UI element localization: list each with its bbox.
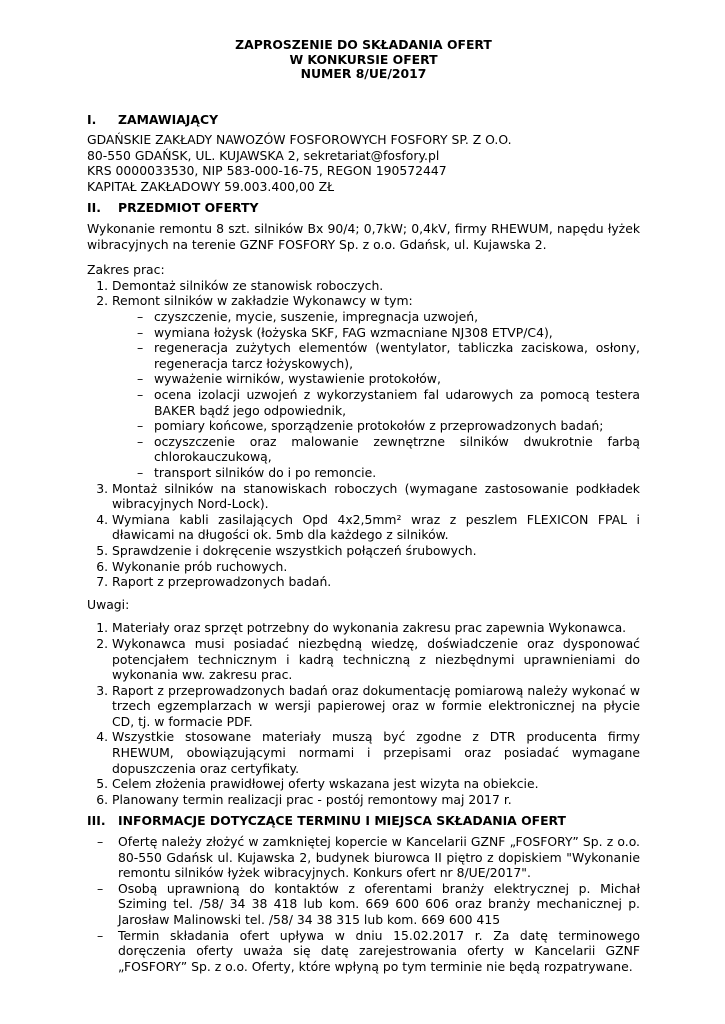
submission-info-list: [87, 834, 640, 974]
submission-info-item: – Ofertę należy złożyć w zamkniętej kopercie w Kancelarii GZNF „FOSFORY” Sp. z o.o. 80-550 Gdańsk ul. Kujawska 2, budynek biurowca II piętro z dopiskiem "Wykonanie remontu silników łyżek wibracyjnych. Konkurs ofert nr 8/UE/2017".: [87, 834, 640, 881]
repair-subitem: – regeneracja zużytych elementów (wentylator, tabliczka zaciskowa, osłony, regeneracja tarcz łożyskowych),: [137, 340, 640, 371]
repair-subitem: – wymiana łożysk (łożyska SKF, FAG wzmacniane NJ308 ETVP/C4),: [137, 325, 640, 341]
section-3-number: III.: [87, 813, 106, 829]
offer-intro: Wykonanie remontu 8 szt. silników Bx 90/4; 0,7kW; 0,4kV, firmy RHEWUM, napędu łyżek wibracyjnych na terenie GZNF FOSFORY Sp. z o.o. Gdańsk, ul. Kujawska 2.: [87, 221, 640, 252]
section-2-number: II.: [87, 200, 101, 216]
section-3-heading: [87, 813, 640, 829]
repair-subitem: – pomiary końcowe, sporządzenie protokołów z przeprowadzonych badań;: [137, 418, 640, 434]
repair-subitem: – ocena izolacji uzwojeń z wykorzystaniem fal udarowych za pomocą testera BAKER bądź jego odpowiednik,: [137, 387, 640, 418]
submission-info-item: – Osobą uprawnioną do kontaktów z oferentami branży elektrycznej p. Michał Sziming tel. /58/ 34 38 418 lub kom. 669 600 606 oraz branży mechanicznej p. Jarosław Malinowski tel. /58/ 34 38 315 lub kom. 669 600 415: [87, 881, 640, 928]
repair-subitem: – transport silników do i po remoncie.: [137, 465, 640, 481]
scope-item: 2. Remont silników w zakładzie Wykonawcy w tym: – czyszczenie, mycie, suszenie, impregnacja uzwojeń, – wymiana łożysk (łożyska SKF, FAG wzmacniane NJ308 ETVP/C4), – regeneracja zużytych elementów (wentylator, tabliczka zaciskowa, osłony, regeneracja tarcz łożyskowych), – wyważenie wirników, wystawienie protokołów, – ocena izolacji uzwojeń z wykorzystaniem fal udarowych za pomocą testera BAKER bądź jego odpowiednik, – pomiary końcowe, sporządzenie protokołów z przeprowadzonych badań; – oczyszczenie oraz malowanie zewnętrzne silników dwukrotnie farbą chlorokauczukową, – transport silników do i po remoncie.: [112, 293, 640, 480]
repair-sublist: [112, 309, 640, 481]
section-2-title: PRZEDMIOT OFERTY: [118, 200, 259, 216]
repair-subitem: – oczyszczenie oraz malowanie zewnętrzne silników dwukrotnie farbą chlorokauczukową,: [137, 434, 640, 465]
scope-list: [87, 278, 640, 590]
note-item: 1. Materiały oraz sprzęt potrzebny do wykonania zakresu prac zapewnia Wykonawca.: [112, 620, 640, 636]
note-item: 2. Wykonawca musi posiadać niezbędną wiedzę, doświadczenie oraz dysponować potencjałem technicznym i kadrą techniczną z niezbędnymi uprawnieniami do wykonania ww. zakresu prac.: [112, 636, 640, 683]
contractor-capital: KAPITAŁ ZAKŁADOWY 59.003.400,00 ZŁ: [87, 178, 335, 194]
repair-subitem: – czyszczenie, mycie, suszenie, impregnacja uzwojeń,: [137, 309, 640, 325]
section-1-title: ZAMAWIAJĄCY: [118, 111, 219, 127]
document-page: [87, 38, 640, 974]
repair-subitem: – wyważenie wirników, wystawienie protokołów,: [137, 371, 640, 387]
section-1-body: [87, 132, 640, 194]
section-3-title: INFORMACJE DOTYCZĄCE TERMINU I MIEJSCA SKŁADANIA OFERT: [118, 813, 566, 829]
scope-item: 4. Wymiana kabli zasilających Opd 4x2,5mm² wraz z peszlem FLEXICON FPAL i dławicami na długości ok. 5mb dla każdego z silników.: [112, 512, 640, 543]
scope-item: 3. Montaż silników na stanowiskach roboczych (wymagane zastosowanie podkładek wibracyjnych Nord-Lock).: [112, 481, 640, 512]
note-item: 4. Wszystkie stosowane materiały muszą być zgodne z DTR producenta firmy RHEWUM, obowiązującymi normami i przepisami oraz posiadać wymagane dopuszczenia oraz certyfikaty.: [112, 729, 640, 776]
scope-item: 7. Raport z przeprowadzonych badań.: [112, 574, 640, 590]
contractor-name: GDAŃSKIE ZAKŁADY NAWOZÓW FOSFOROWYCH FOSFORY SP. Z O.O.: [87, 132, 512, 148]
scope-item: 1. Demontaż silników ze stanowisk roboczych.: [112, 278, 640, 294]
scope-item: 6. Wykonanie prób ruchowych.: [112, 559, 640, 575]
title-line-2: W KONKURSIE OFERT: [289, 51, 438, 67]
notes-label: Uwagi:: [87, 596, 130, 612]
contractor-address: 80-550 GDAŃSK, UL. KUJAWSKA 2, sekretariat@fosfory.pl: [87, 147, 440, 163]
note-item: 6. Planowany termin realizacji prac - postój remontowy maj 2017 r.: [112, 792, 640, 808]
scope-label: Zakres prac:: [87, 262, 165, 278]
note-item: 5. Celem złożenia prawidłowej oferty wskazana jest wizyta na obiekcie.: [112, 776, 640, 792]
scope-item: 5. Sprawdzenie i dokręcenie wszystkich połączeń śrubowych.: [112, 543, 640, 559]
submission-info-item: – Termin składania ofert upływa w dniu 15.02.2017 r. Za datę terminowego doręczenia oferty uważa się datę zarejestrowania oferty w Kancelarii GZNF „FOSFORY” Sp. z o.o. Oferty, które wpłyną po tym terminie nie będą rozpatrywane.: [87, 928, 640, 975]
section-1-heading: [87, 112, 640, 128]
section-2-heading: [87, 200, 640, 216]
title-line-3: NUMER 8/UE/2017: [300, 66, 427, 81]
title-line-1: ZAPROSZENIE DO SKŁADANIA OFERT: [235, 37, 492, 52]
notes-list: [87, 620, 640, 807]
contractor-registry: KRS 0000033530, NIP 583-000-16-75, REGON 190572447: [87, 163, 447, 179]
document-title: [87, 38, 640, 82]
section-1-number: I.: [87, 111, 97, 127]
note-item: 3. Raport z przeprowadzonych badań oraz dokumentację pomiarową należy wykonać w trzech egzemplarzach w wersji papierowej oraz w formie elektronicznej na płycie CD, tj. w formacie PDF.: [112, 683, 640, 730]
